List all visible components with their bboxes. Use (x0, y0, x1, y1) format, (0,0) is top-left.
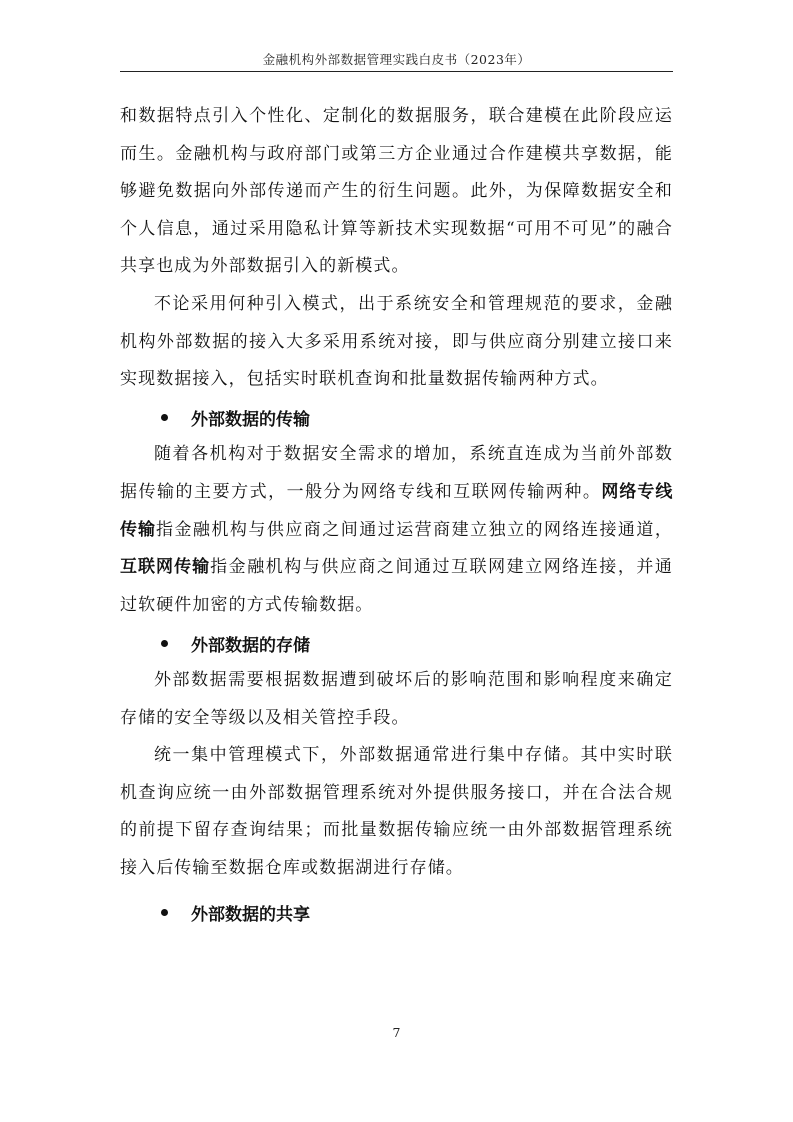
term-dedicated-line: 网络专线传输 (120, 481, 673, 540)
paragraph-transmission (120, 436, 673, 624)
paragraph-text: 随着各机构对于数据安全需求的增加，系统直连成为当前外部数据传输的主要方式，一般分为网络专线和互联网传输两种。 (120, 444, 673, 502)
running-header: 金融机构外部数据管理实践白皮书（2023年） (262, 52, 531, 67)
paragraph-text: 指金融机构与供应商之间通过运营商建立独立的网络连接通道， (155, 519, 673, 540)
section-heading-transmission (120, 399, 673, 437)
paragraph-storage-level: 外部数据需要根据数据遭到破坏后的影响范围和影响程度来确定存储的安全等级以及相关管控手段。 (120, 669, 673, 728)
paragraph-text: 指金融机构与供应商之间通过互联网建立网络连接，并通过软硬件加密的方式传输数据。 (120, 557, 673, 615)
paragraph-centralized-storage: 统一集中管理模式下，外部数据通常进行集中存储。其中实时联机查询应统一由外部数据管理系统对外提供服务接口，并在合法合规的前提下留存查询结果；而批量数据传输应统一由外部数据管理系统接入后传输至数据仓库或数据湖进行存储。 (120, 745, 673, 878)
page-number: 7 (392, 1025, 401, 1040)
paragraph-intro-continued: 和数据特点引入个性化、定制化的数据服务，联合建模在此阶段应运而生。金融机构与政府部门或第三方企业通过合作建模共享数据，能够避免数据向外部传递而产生的衍生问题。此外，为保障数据安全和个人信息，通过采用隐私计算等新技术实现数据“可用不可见”的融合共享也成为外部数据引入的新模式。 (120, 106, 673, 277)
bullet-icon (161, 414, 168, 421)
bullet-icon (161, 640, 168, 647)
section-heading-storage (120, 624, 673, 662)
term-internet-transmission: 互联网传输 (120, 557, 211, 578)
bullet-icon (161, 909, 168, 916)
body-text (120, 98, 673, 931)
header-rule (120, 71, 673, 72)
section-heading-sharing (120, 893, 673, 931)
section-heading-label: 外部数据的共享 (191, 904, 310, 925)
section-heading-label: 外部数据的传输 (191, 410, 310, 431)
paragraph-access-modes: 不论采用何种引入模式，出于系统安全和管理规范的要求，金融机构外部数据的接入大多采用系统对接，即与供应商分别建立接口来实现数据接入，包括实时联机查询和批量数据传输两种方式。 (120, 293, 673, 390)
section-heading-label: 外部数据的存储 (191, 635, 310, 656)
